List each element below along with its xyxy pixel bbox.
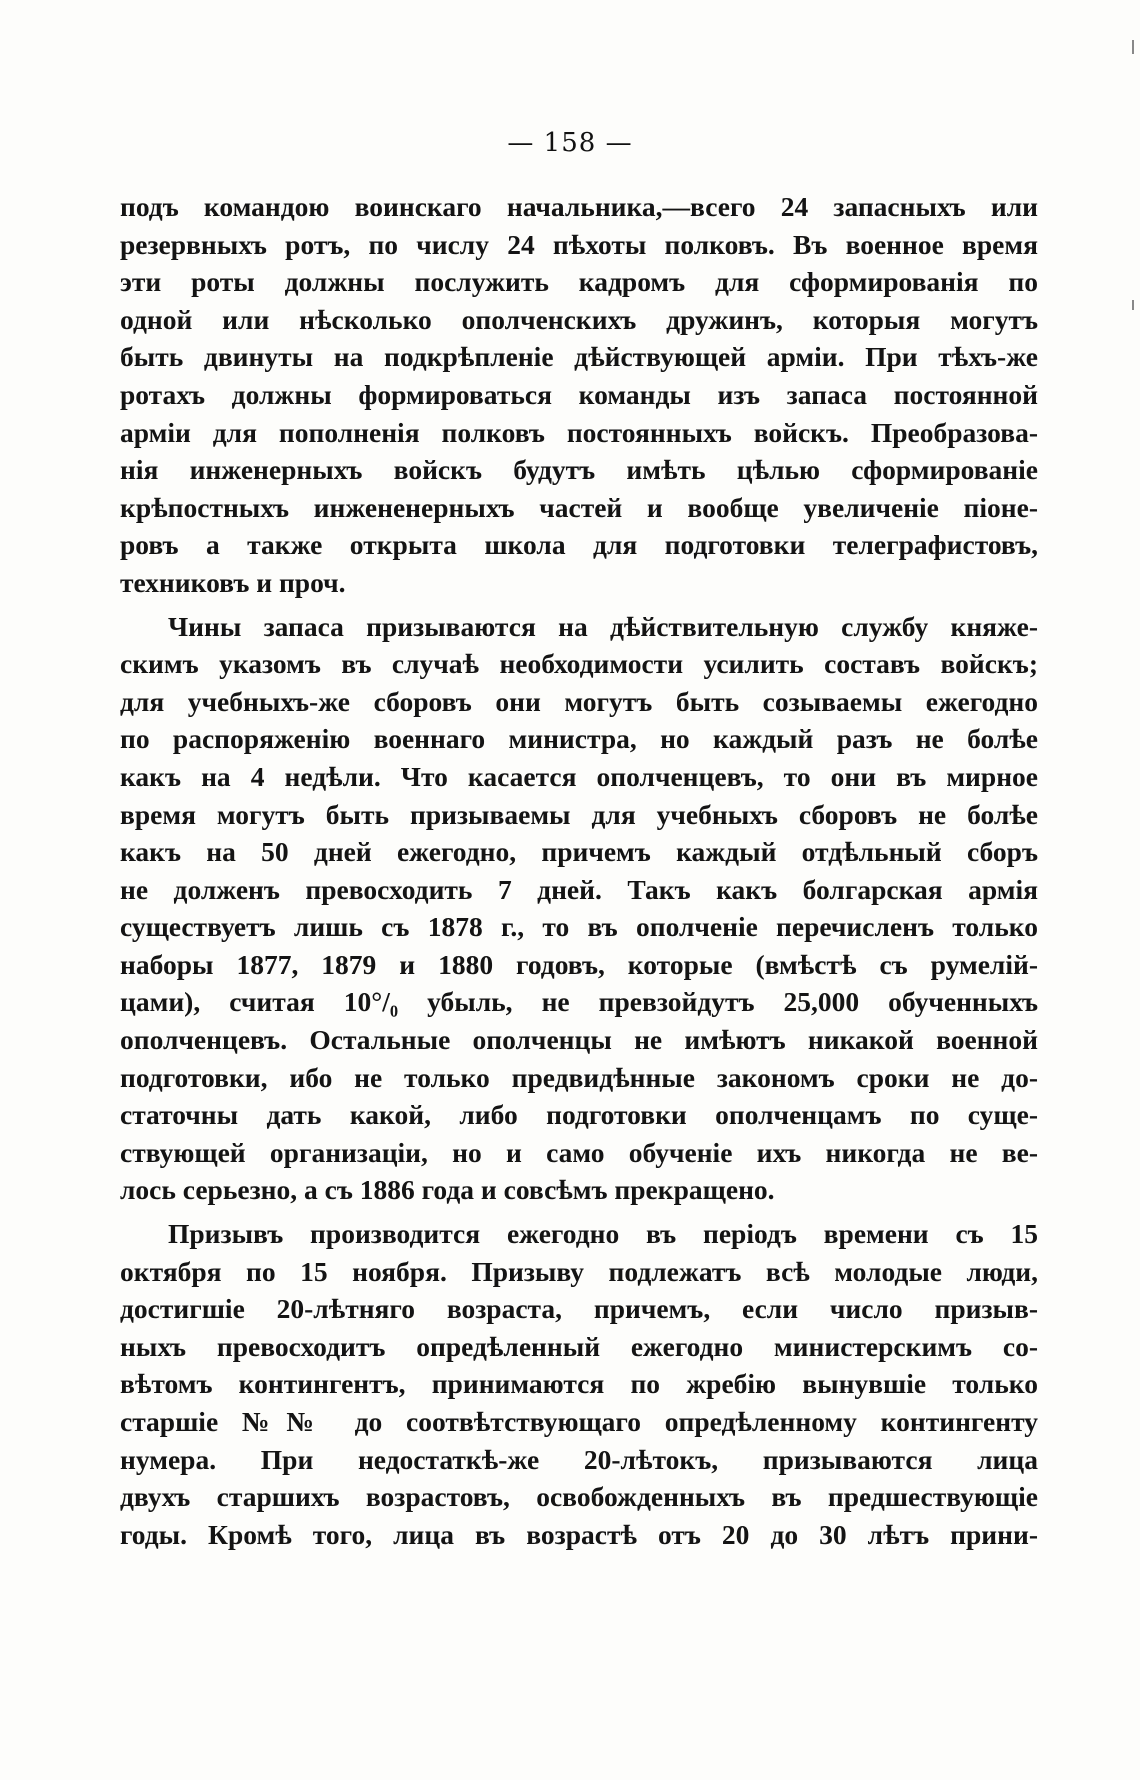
text-line: подготовки, ибо не только предвидѣнные закономъ сроки не до- [120, 1061, 1038, 1093]
text-line: не долженъ превосходить 7 дней. Такъ какъ болгарская армія [120, 873, 1038, 905]
text-line: по распоряженію военнаго министра, но каждый разъ не болѣе [120, 723, 1038, 755]
text-line: эти роты должны послужить кадромъ для сформированія по [120, 266, 1038, 298]
text-line: арміи для пополненія полковъ постоянныхъ войскъ. Преобразова- [120, 416, 1038, 448]
text-line: ополченцевъ. Остальные ополченцы не имѣютъ никакой военной [120, 1024, 1038, 1056]
text-line: Чины запаса призываются на дѣйствительную службу княже- [168, 610, 1038, 642]
text-line: какъ на 50 дней ежегодно, причемъ каждый отдѣльный сборъ [120, 836, 1038, 868]
text-line: нія инженерныхъ войскъ будутъ имѣть цѣлью сформированіе [120, 454, 1038, 486]
text-line: крѣпостныхъ инжененерныхъ частей и вообще увеличеніе піоне- [120, 491, 1038, 523]
text-line: октября по 15 ноября. Призыву подлежатъ всѣ молодые люди, [120, 1255, 1038, 1287]
text-line: Призывъ производится ежегодно въ періодъ времени съ 15 [168, 1218, 1038, 1250]
text-line: лось серьезно, а съ 1886 года и совсѣмъ прекращено. [120, 1174, 775, 1206]
text-line: ровъ а также открыта школа для подготовки телеграфистовъ, [120, 529, 1038, 561]
text-line: ныхъ превосходитъ опредѣленный ежегодно министерскимъ со- [120, 1330, 1038, 1362]
text-line: статочны дать какой, либо подготовки ополченцамъ по суще- [120, 1099, 1038, 1131]
text-line: техниковъ и проч. [120, 566, 346, 598]
text-line: вѣтомъ контингентъ, принимаются по жребію вынувшіе только [120, 1368, 1038, 1400]
text-line: резервныхъ ротъ, по числу 24 пѣхоты полковъ. Въ военное время [120, 228, 1038, 260]
text-line: годы. Кромѣ того, лица въ возрастѣ отъ 20 до 30 лѣтъ прини- [120, 1518, 1038, 1550]
text-line: скимъ указомъ въ случаѣ необходимости усилить составъ войскъ; [120, 648, 1038, 680]
text-line: одной или нѣсколько ополченскихъ дружинъ, которыя могутъ [120, 303, 1038, 335]
text-line: старшіе №№ до соотвѣтствующаго опредѣленному контингенту [120, 1406, 1038, 1437]
body-text [120, 188, 1038, 1553]
text-line: двухъ старшихъ возрастовъ, освобожденныхъ въ предшествующіе [120, 1481, 1038, 1513]
text-line: время могутъ быть призываемы для учебныхъ сборовъ не болѣе [120, 798, 1038, 830]
text-line: нумера. При недостаткѣ-же 20-лѣтокъ, призываются лица [120, 1443, 1038, 1475]
text-line: достигшіе 20-лѣтняго возраста, причемъ, если число призыв- [120, 1293, 1038, 1325]
text-line: существуетъ лишь съ 1878 г., то въ ополченіе перечисленъ только [120, 911, 1038, 943]
text-line: ствующей организаціи, но и само обученіе ихъ никогда не ве- [120, 1136, 1038, 1168]
text-line: для учебныхъ-же сборовъ они могутъ быть созываемы ежегодно [120, 685, 1038, 717]
paragraph-2 [120, 608, 1038, 1210]
page-number: — 158 — [507, 128, 633, 158]
text-line: подъ командою воинскаго начальника,—всего 24 запасныхъ или [120, 191, 1038, 222]
paragraph-3 [120, 1215, 1038, 1553]
edge-mark-top [1132, 40, 1134, 54]
text-line: наборы 1877, 1879 и 1880 годовъ, которые (вмѣстѣ съ румелій- [120, 948, 1038, 980]
text-line: цами), считая 10°/₀ убыль, не превзойдутъ 25,000 обученныхъ [120, 986, 1038, 1018]
paragraph-1 [120, 188, 1038, 602]
text-line: какъ на 4 недѣли. Что касается ополченцевъ, то они въ мирное [120, 760, 1038, 792]
text-line: быть двинуты на подкрѣпленіе дѣйствующей арміи. При тѣхъ-же [120, 341, 1038, 373]
text-line: ротахъ должны формироваться команды изъ запаса постоянной [120, 378, 1038, 410]
edge-mark-middle [1132, 300, 1134, 310]
